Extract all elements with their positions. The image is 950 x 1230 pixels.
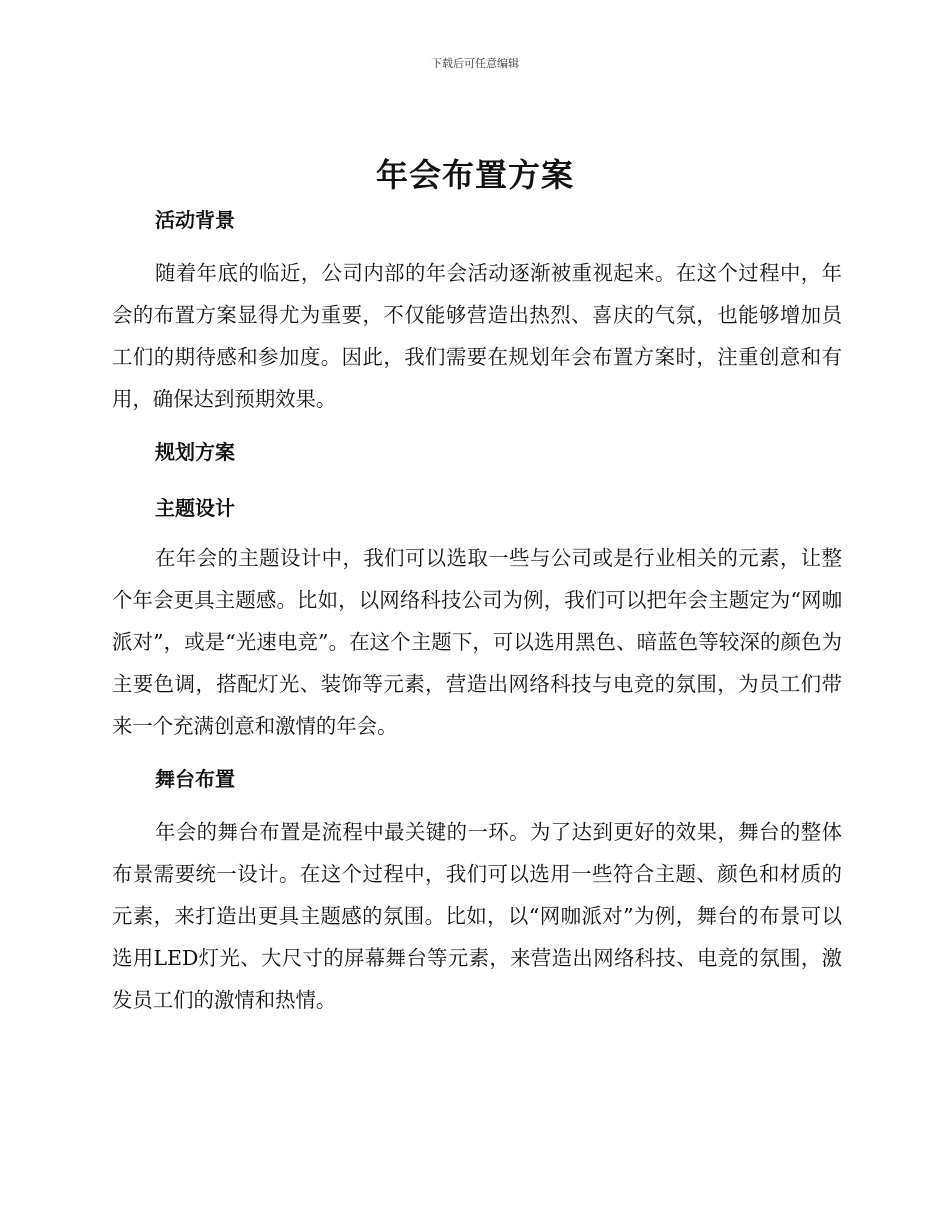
paragraph-stage-layout: 年会的舞台布置是流程中最关键的一环。为了达到更好的效果，舞台的整体布景需要统一设计。在这个过程中，我们可以选用一些符合主题、颜色和材质的元素，来打造出更具主题感的氛围。比如，以“网咖派对”为例，舞台的布景可以选用LED灯光、大尺寸的屏幕舞台等元素，来营造出网络科技、电竞的氛围，激发员工们的激情和热情。 <box>112 820 842 1012</box>
section-heading-plan: 规划方案 <box>155 440 235 464</box>
document-body <box>112 205 842 1021</box>
document-title: 年会布置方案 <box>375 156 574 194</box>
paragraph-theme-design: 在年会的主题设计中，我们可以选取一些与公司或是行业相关的元素，让整个年会更具主题感。比如，以网络科技公司为例，我们可以把年会主题定为“网咖派对”，或是“光速电竞”。在这个主题下，可以选用黑色、暗蓝色等较深的颜色为主要色调，搭配灯光、装饰等元素，营造出网络科技与电竞的氛围，为员工们带来一个充满创意和激情的年会。 <box>112 546 842 738</box>
section-heading-background: 活动背景 <box>155 208 235 232</box>
section-heading-stage-layout: 舞台布置 <box>155 767 235 791</box>
section-heading-theme-design: 主题设计 <box>155 496 235 520</box>
page-header-note: 下载后可任意编辑 <box>431 57 519 70</box>
paragraph-background: 随着年底的临近，公司内部的年会活动逐渐被重视起来。在这个过程中，年会的布置方案显得尤为重要，不仅能够营造出热烈、喜庆的气氛，也能够增加员工们的期待感和参加度。因此，我们需要在规划年会布置方案时，注重创意和有用，确保达到预期效果。 <box>112 261 842 411</box>
